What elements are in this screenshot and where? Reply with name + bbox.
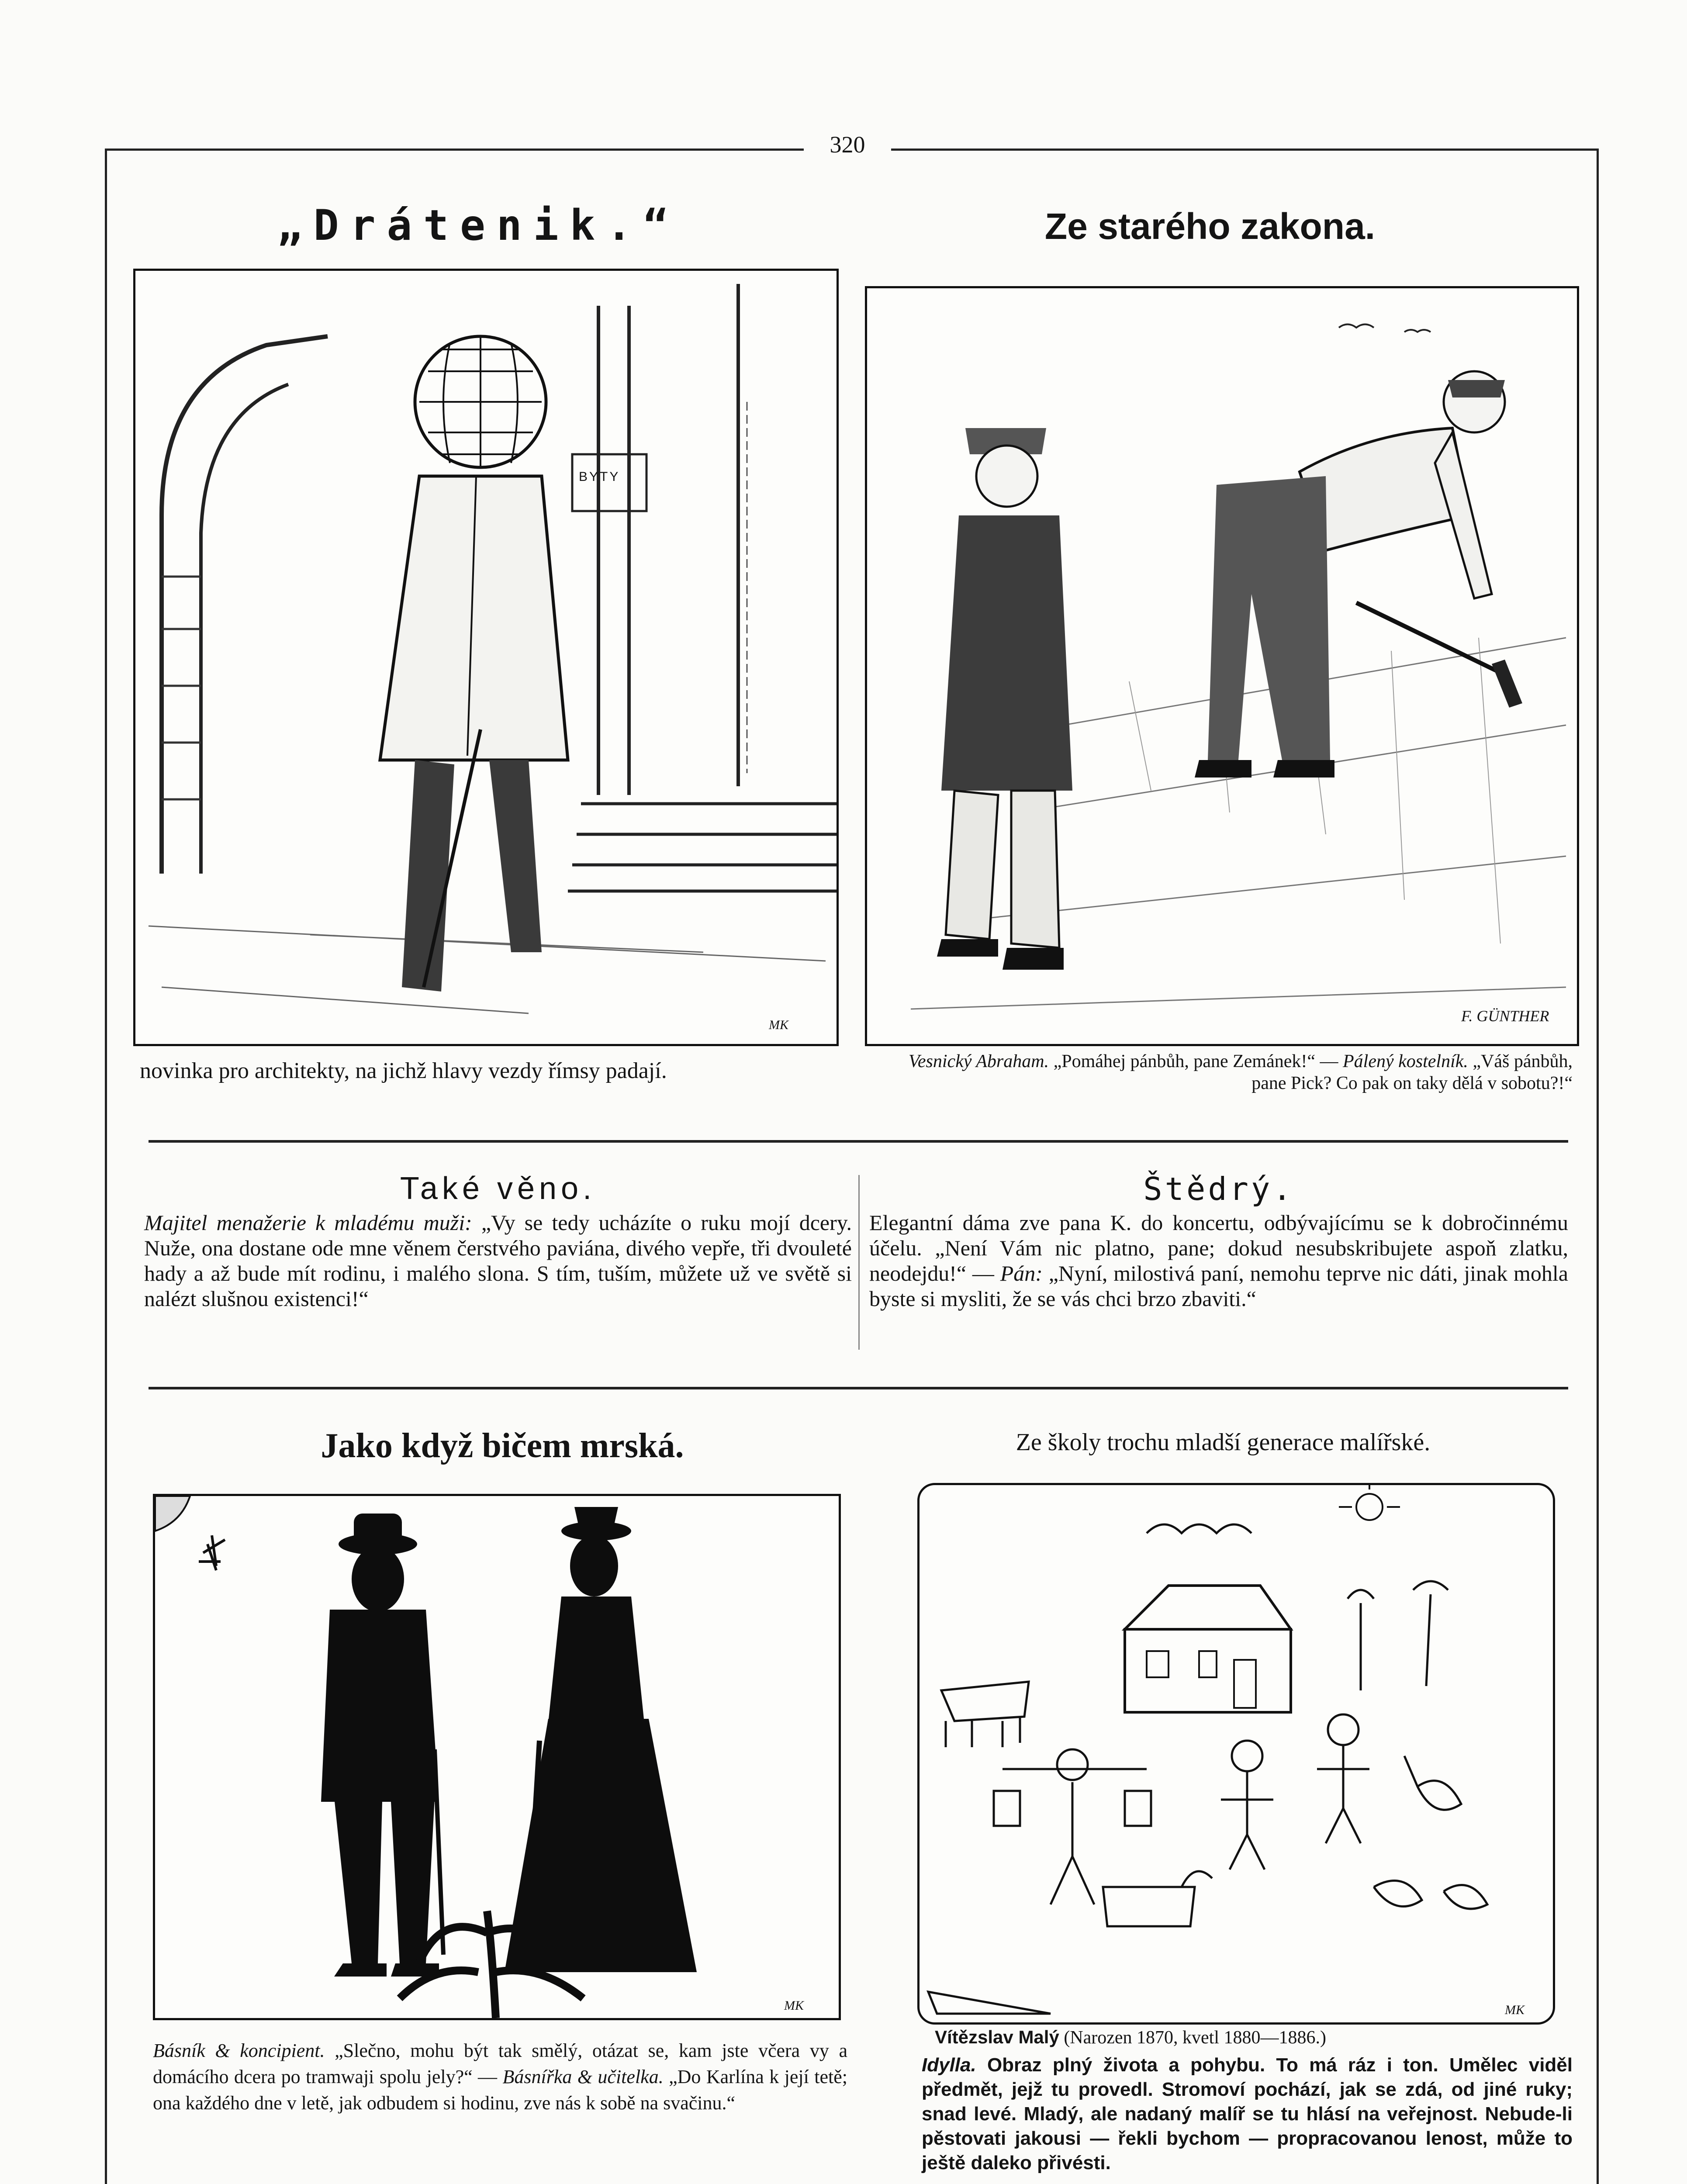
zakona-artist-signature: F. GÜNTHER xyxy=(1461,1007,1549,1025)
vendo-body xyxy=(144,1210,852,1311)
vendo-title: Také věno. xyxy=(400,1171,596,1206)
silhouette-artist-signature: MK xyxy=(784,1998,804,2013)
mrska-body xyxy=(153,2038,847,2116)
zakona-text2: „Váš pánbůh, pane Pick? Co pak on taky dělá v sobotu?!“ xyxy=(1251,1051,1573,1093)
drateník-title: „Drátenik.“ xyxy=(277,201,680,250)
malý-author-dates: (Narozen 1870, kvetl 1880—1886.) xyxy=(1064,2028,1327,2048)
column-divider xyxy=(858,1175,860,1350)
mrska-title: Jako když bičem mrská. xyxy=(321,1427,684,1465)
vendo-text: „Vy se tedy ucházíte o ruku mojí dcery. Nuže, ona dostane ode mne věnem čerstvého paviána, divého vepře, tři dvouleté hady a až bude mít rodinu, i malého slona. S tím, tuším, můžete už ve světě si nalézt slušnou existenci!“ xyxy=(144,1210,852,1311)
mrska-speaker1: Básník & koncipient. xyxy=(153,2040,325,2061)
malý-author-name: Vítězslav Malý xyxy=(935,2027,1059,2047)
frame-left xyxy=(105,149,107,2184)
frame-top-right xyxy=(891,149,1599,151)
zakona-caption xyxy=(874,1051,1573,1094)
zakona-text1: „Pomáhej pánbůh, pane Zemánek!“ — xyxy=(1053,1051,1338,1071)
drateník-artist-signature: MK xyxy=(769,1018,788,1032)
page-number: 320 xyxy=(830,131,865,158)
mrska-speaker2: Básnířka & učitelka. xyxy=(502,2066,664,2087)
drateník-illustration xyxy=(133,269,839,1046)
zakona-title: Ze starého zakona. xyxy=(1044,206,1376,247)
frame-top-left xyxy=(105,149,804,151)
zakona-speaker2: Pálený kostelník. xyxy=(1343,1051,1468,1071)
vendo-speaker: Majitel menažerie k mladému muži: xyxy=(144,1210,472,1235)
mrska-text2: „Do Karlína k její tetě; ona každého dne v letě, jak odbudem si hodinu, zve nás k sobě na svačinu.“ xyxy=(153,2066,847,2114)
stedry-speaker: Pán: xyxy=(1000,1261,1043,1286)
divider-upper xyxy=(149,1140,1568,1143)
frame-right xyxy=(1597,149,1599,2184)
stedry-text1: Elegantní dáma zve pana K. do koncertu, odbývajícímu se k dobročinnému účelu. „Není Vám nic platno, pane; dokud nesubskribujete aspoň zlatku, neodejdu!“ — xyxy=(869,1210,1568,1286)
zakona-illustration xyxy=(865,286,1579,1046)
stedry-text2: „Nyní, milostivá paní, nemohu teprve nic dáti, jinak mohla byste si mysliti, že se vás chci brzo zbaviti.“ xyxy=(869,1261,1568,1311)
stedry-title: Štědrý. xyxy=(1143,1171,1294,1207)
drateník-caption: novinka pro architekty, na jichž hlavy vezdy římsy padají. xyxy=(140,1058,667,1083)
malý-piece-title: Idylla. xyxy=(922,2054,976,2076)
zakona-speaker1: Vesnický Abraham. xyxy=(908,1051,1049,1071)
skoly-title: Ze školy trochu mladší generace malířské. xyxy=(1016,1429,1431,1456)
stedry-body xyxy=(869,1210,1568,1311)
malý-body xyxy=(922,2053,1573,2175)
divider-lower xyxy=(149,1387,1568,1389)
child-drawing-artist-signature: MK xyxy=(1505,2003,1525,2017)
mrska-text1: „Slečno, mohu být tak smělý, otázat se, kam jste včera vy a domácího dcera po tramwaji spolu jely?“ — xyxy=(153,2040,848,2087)
malý-author-line xyxy=(935,2027,1568,2048)
silhouette-illustration xyxy=(153,1494,841,2020)
drateník-sign-text: BYTY xyxy=(579,470,620,484)
malý-text: Obraz plný života a pohybu. To má ráz i ton. Umělec viděl předmět, jejž tu provedl. Stromoví pochází, jak se zdá, od jiné ruky; snad levé. Mladý, ale nadaný malíř se tu hlásí na veřejnost. Nebude-li pěstovati jakousi — řekli bychom — propracovanou lenost, může to ještě daleko přivésti. xyxy=(922,2054,1573,2174)
child-drawing-illustration xyxy=(917,1483,1555,2025)
